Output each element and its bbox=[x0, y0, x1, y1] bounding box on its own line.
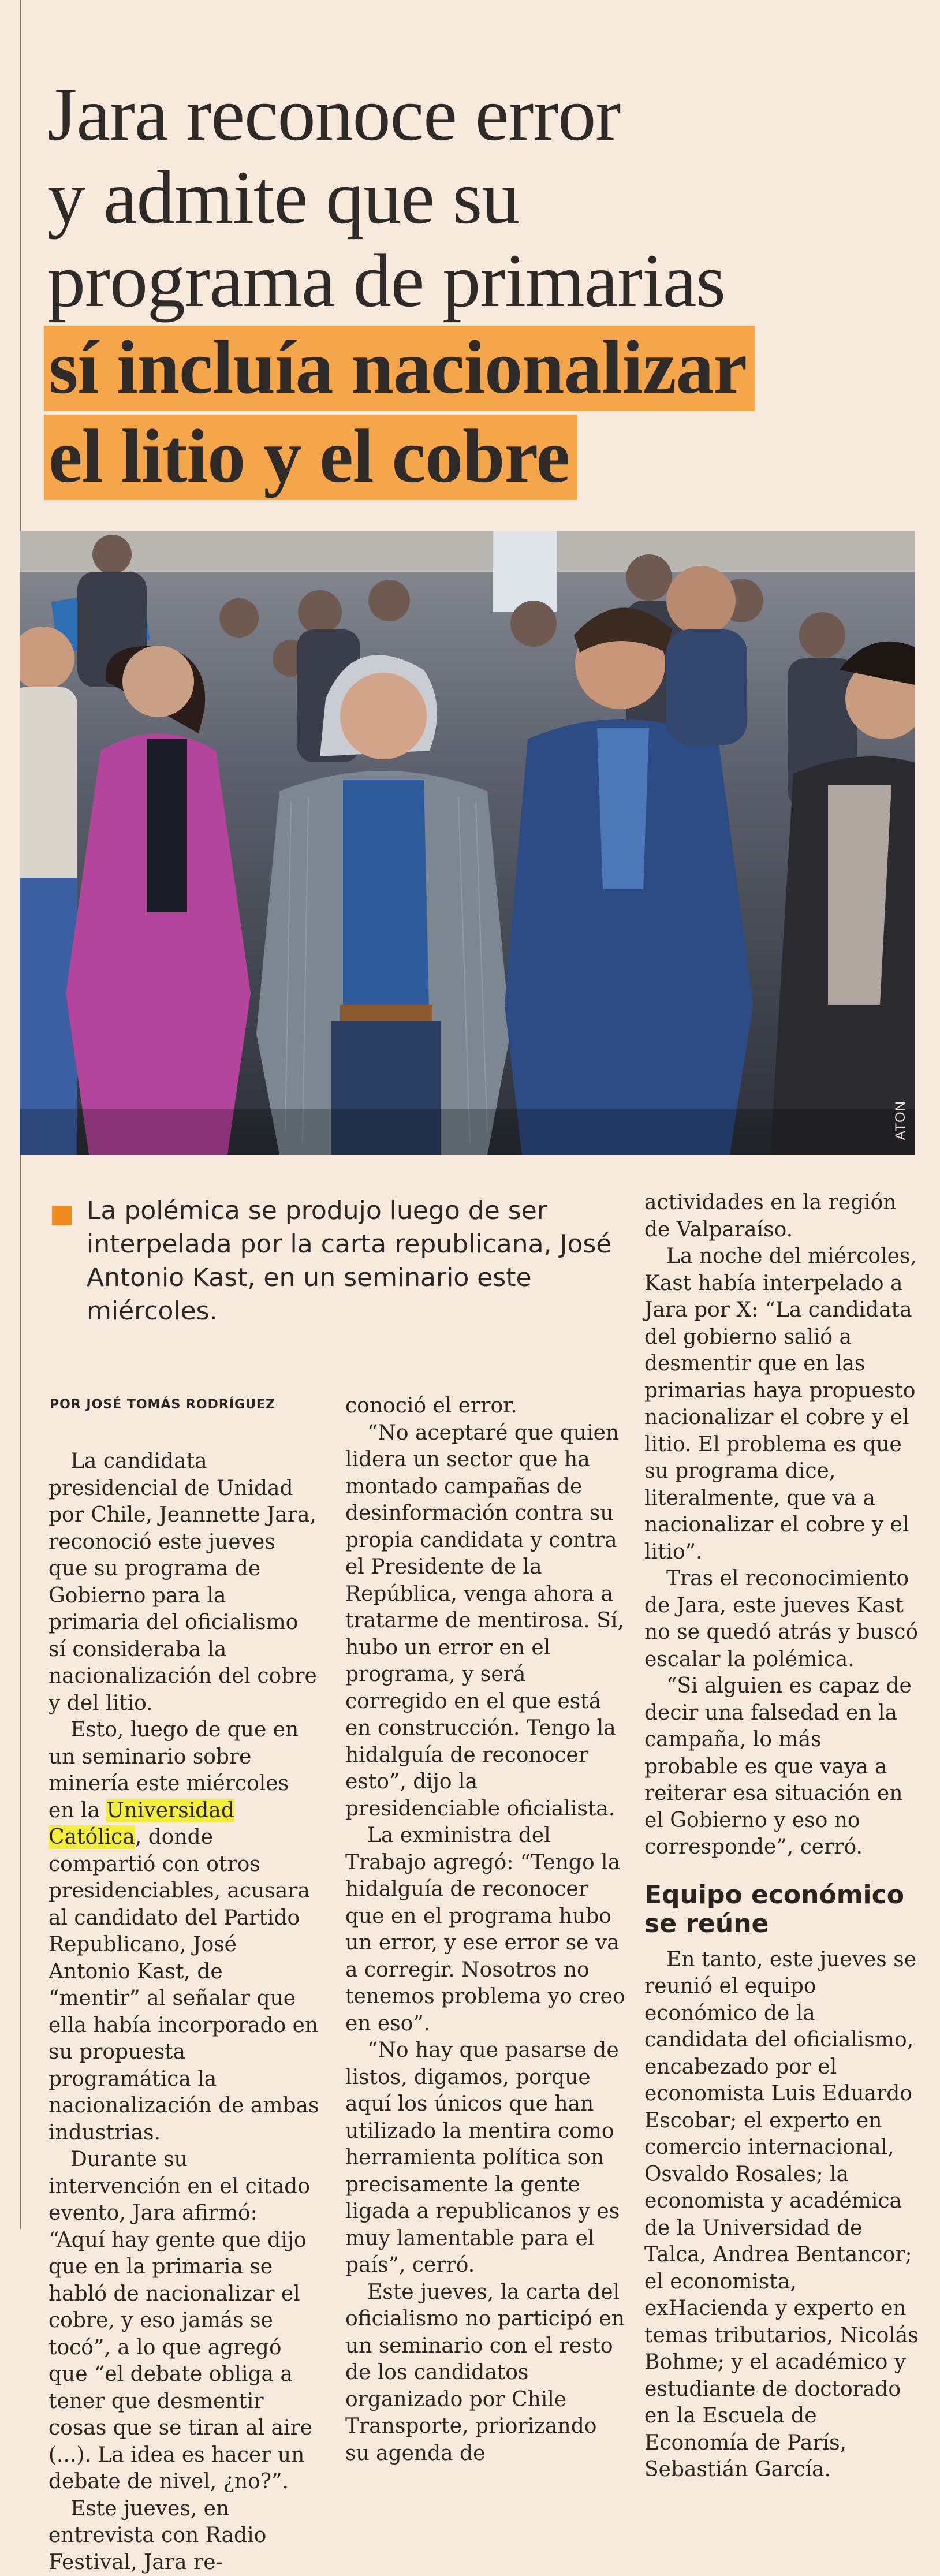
headline bbox=[47, 73, 913, 500]
headline-highlight-2: el litio y el cobre bbox=[44, 415, 577, 500]
paragraph: actividades en la región de Valparaíso. bbox=[644, 1190, 919, 1243]
paragraph: La candidata presidencial de Unidad por Chile, Jeannette Jara, reconoció este jueves que su programa de Gobierno para la primaria del oficialismo sí consideraba la nacionalización del cobre y del litio. bbox=[49, 1448, 320, 1717]
article-column-1 bbox=[49, 1448, 320, 2576]
photo-illustration bbox=[20, 531, 915, 1155]
news-photo bbox=[20, 531, 915, 1155]
paragraph: Durante su intervención en el citado evento, Jara afirmó: “Aquí hay gente que dijo que en la primaria se habló de nacionalizar el cobre, y eso jamás se tocó”, a lo que agregó que “el debate obliga a tener que desmentir cosas que se tiran al aire (...). La idea es hacer un debate de nivel, ¿no?”. bbox=[49, 2146, 320, 2496]
paragraph: “Si alguien es capaz de decir una falsedad en la campaña, lo más probable es que vaya a reiterar esa situación en el Gobierno y eso no corresponde”, cerró. bbox=[644, 1673, 919, 1861]
headline-line-2: y admite que su bbox=[47, 156, 913, 239]
paragraph: Tras el reconocimiento de Jara, este jueves Kast no se quedó atrás y buscó escalar la polémica. bbox=[644, 1565, 919, 1673]
paragraph: “No hay que pasarse de listos, digamos, porque aquí los únicos que han utilizado la mentira como herramienta política son precisamente la gente ligada a republicanos y es muy lamentable para el país”, cerró. bbox=[345, 2037, 625, 2279]
paragraph: La noche del miércoles, Kast había interpelado a Jara por X: “La candidata del gobierno salió a desmentir que en las primarias haya propuesto nacionalizar el cobre y el litio. El problema es que su programa dice, literalmente, que va a nacionalizar el cobre y el litio”. bbox=[644, 1243, 919, 1565]
text: Esto, luego de que en un seminario sobre minería este miércoles en la bbox=[49, 1718, 299, 1822]
paragraph bbox=[49, 1717, 320, 2146]
article-column-2 bbox=[345, 1393, 625, 2467]
headline-line-1: Jara reconoce error bbox=[47, 73, 913, 156]
paragraph: La exministra del Trabajo agregó: “Tengo la hidalguía de reconocer que en el programa hubo un error, y ese error se va a corregir. Nosotros no tenemos problema yo creo en eso”. bbox=[345, 1822, 625, 2037]
highlighted-text: Universidad Católica bbox=[49, 1799, 234, 1850]
photo-credit: ATON bbox=[893, 1101, 909, 1140]
paragraph: Este jueves, en entrevista con Radio Festival, Jara re- bbox=[49, 2496, 320, 2576]
article-column-3 bbox=[644, 1190, 919, 2484]
text: , donde compartió con otros presidenciables, acusara al candidato del Partido Republicano, José Antonio Kast, de “mentir” al señalar que ella había incorporado en su propuesta programática la nacionalización de ambas industrias. bbox=[49, 1825, 319, 2145]
paragraph: En tanto, este jueves se reunió el equipo económico de la candidata del oficialismo, encabezado por el economista Luis Eduardo Escobar; el experto en comercio internacional, Osvaldo Rosales; la economista y académica de la Universidad de Talca, Andrea Bentancor; el economista, exHacienda y experto en temas tributarios, Nicolás Bohme; y el académico y estudiante de doctorado en la Escuela de Economía de París, Sebastián García. bbox=[644, 1947, 919, 2484]
headline-highlight-1: sí incluía nacionalizar bbox=[44, 326, 755, 411]
paragraph: conoció el error. bbox=[345, 1393, 625, 1420]
lead-bullet-square bbox=[52, 1206, 72, 1225]
section-subhead: Equipo económico se reúne bbox=[644, 1881, 919, 1938]
paragraph: Este jueves, la carta del oficialismo no participó en un seminario con el resto de los candidatos organizado por Chile Transporte, priorizando su agenda de bbox=[345, 2279, 625, 2467]
paragraph: “No aceptaré que quien lidera un sector que ha montado campañas de desinformación contra su propia candidata y contra el Presidente de la República, venga ahora a tratarme de mentirosa. Sí, hubo un error en el programa, y será corregido en el que está en construcción. Tengo la hidalguía de reconocer esto”, dijo la presidenciable oficialista. bbox=[345, 1420, 625, 1823]
lead-paragraph: La polémica se produjo luego de ser interpelada por la carta republicana, José Antonio Kast, en un seminario este miércoles. bbox=[87, 1194, 618, 1328]
headline-line-3: programa de primarias bbox=[47, 239, 913, 322]
byline: POR JOSÉ TOMÁS RODRÍGUEZ bbox=[50, 1397, 338, 1412]
